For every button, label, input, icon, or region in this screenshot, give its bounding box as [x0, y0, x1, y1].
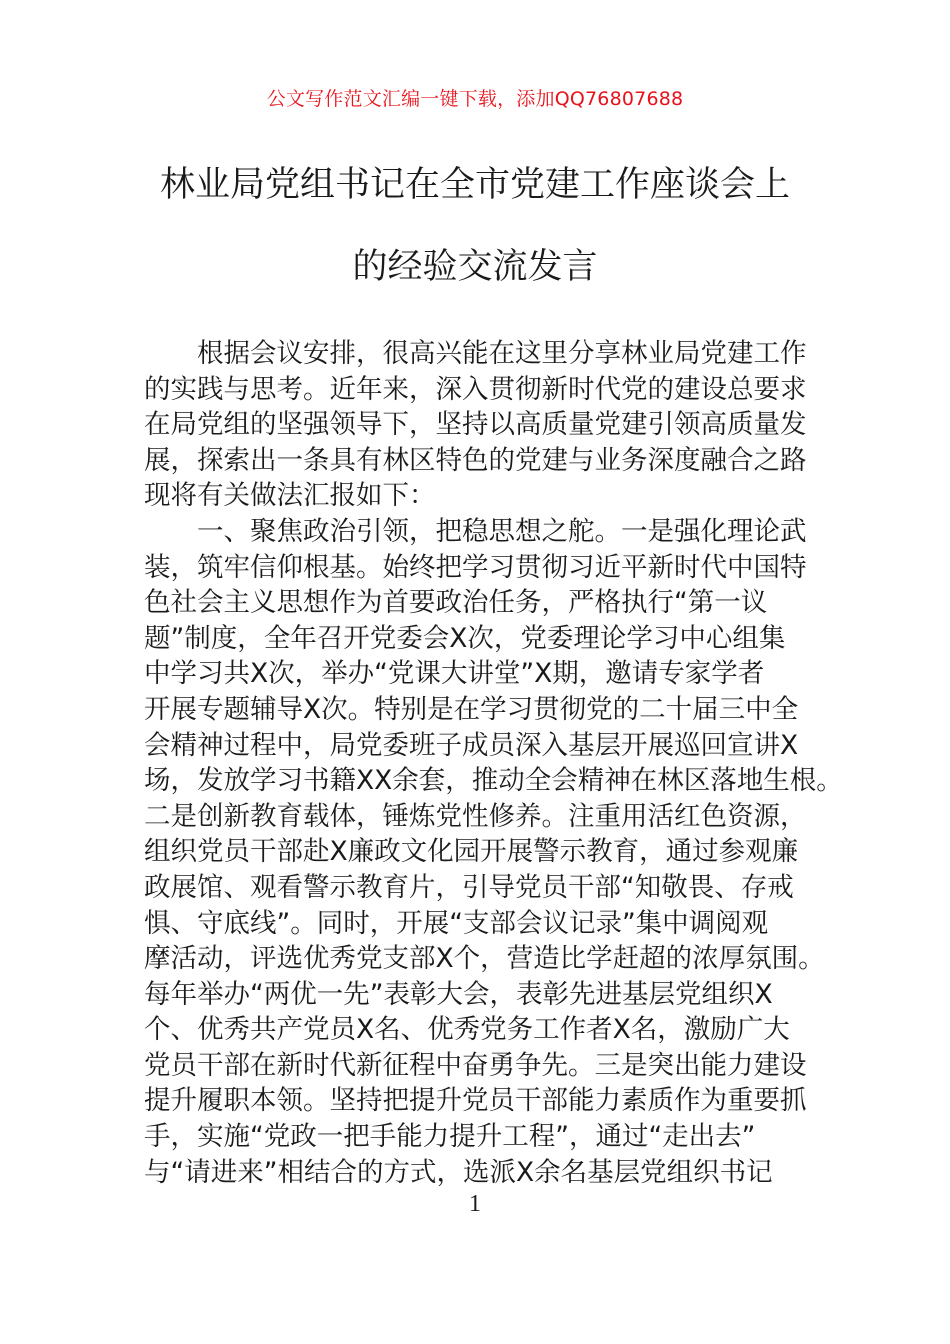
text-line: 党员干部在新时代新征程中奋勇争先。三是突出能力建设: [144, 1049, 807, 1081]
text-line: 与“请进来”相结合的方式，选派X余名基层党组织书记: [144, 1156, 773, 1188]
watermark-text: 公文写作范文汇编一键下载，添加QQ76807688: [266, 88, 684, 110]
text-line: 展，探索出一条具有林区特色的党建与业务深度融合之路: [144, 444, 807, 476]
text-line: 装，筑牢信仰根基。始终把学习贯彻习近平新时代中国特: [144, 551, 807, 583]
text-line: 会精神过程中，局党委班子成员深入基层开展巡回宣讲X: [144, 729, 799, 761]
document-title: [110, 166, 840, 286]
text-line: 色社会主义思想作为首要政治任务，严格执行“第一议: [144, 587, 768, 619]
text-line: 中学习共X次，举办“党课大讲堂”X期，邀请专家学者: [144, 658, 765, 690]
document-body: [144, 336, 843, 1190]
text-line: 场，发放学习书籍XX余套，推动全会精神在林区落地生根。: [144, 765, 843, 797]
text-line: 惧、守底线”。同时，开展“支部会议记录”集中调阅观: [144, 907, 769, 939]
title-line-2: 的经验交流发言: [352, 247, 598, 287]
text-line: 政展馆、观看警示教育片，引导党员干部“知敬畏、存戒: [144, 871, 794, 903]
text-line: 的实践与思考。近年来，深入贯彻新时代党的建设总要求: [144, 373, 807, 405]
text-line: 根据会议安排，很高兴能在这里分享林业局党建工作: [197, 338, 807, 369]
text-line: 组织党员干部赴X廉政文化园开展警示教育，通过参观廉: [144, 836, 799, 868]
text-line: 题”制度，全年召开党委会X次，党委理论学习中心组集: [144, 622, 786, 654]
text-line: 手，实施“党政一把手能力提升工程”，通过“走出去”: [144, 1121, 756, 1153]
paragraph-intro: [144, 336, 814, 514]
paragraph-section-one: [144, 514, 843, 1190]
text-line: 摩活动，评选优秀党支部X个，营造比学赶超的浓厚氛围。: [144, 943, 825, 975]
text-line: 现将有关做法汇报如下：: [144, 480, 436, 512]
text-line: 开展专题辅导X次。特别是在学习贯彻党的二十届三中全: [144, 693, 799, 725]
text-line: 提升履职本领。坚持把提升党员干部能力素质作为重要抓: [144, 1085, 807, 1117]
text-line: 个、优秀共产党员X名、优秀党务工作者X名，激励广大: [144, 1014, 790, 1046]
title-line-1: 林业局党组书记在全市党建工作座谈会上: [159, 165, 790, 205]
text-line: 一、聚焦政治引领，把稳思想之舵。一是强化理论武: [197, 515, 807, 547]
text-line: 二是创新教育载体，锤炼党性修养。注重用活红色资源，: [144, 800, 807, 832]
page-number: 1: [469, 1191, 481, 1217]
text-line: 在局党组的坚强领导下，坚持以高质量党建引领高质量发: [144, 409, 807, 441]
text-line: 每年举办“两优一先”表彰大会，表彰先进基层党组织X: [144, 978, 773, 1010]
